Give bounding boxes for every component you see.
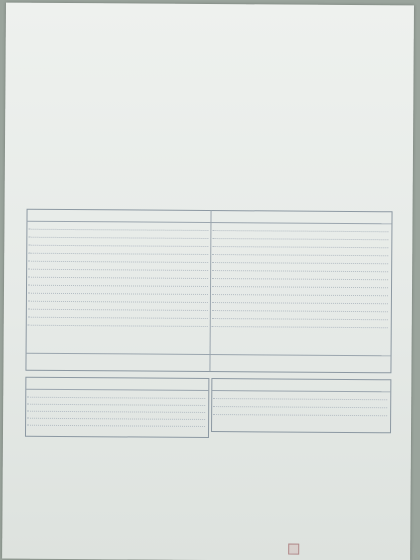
issue-date bbox=[182, 526, 272, 527]
sec1-value bbox=[125, 83, 375, 85]
sec2-value bbox=[125, 123, 375, 125]
sec2-value bbox=[125, 107, 375, 109]
footer-note bbox=[36, 511, 356, 513]
sec1-label bbox=[38, 74, 118, 75]
sec5-value bbox=[103, 490, 223, 491]
sec5-title bbox=[29, 449, 149, 450]
sec2-value bbox=[125, 131, 375, 133]
sec2-label bbox=[37, 99, 117, 100]
sec2-label bbox=[37, 107, 117, 108]
sec2-label bbox=[37, 123, 117, 124]
sec5-value bbox=[103, 482, 223, 483]
sec2-value bbox=[125, 179, 375, 181]
document-subtitle bbox=[176, 43, 251, 44]
sec5-value bbox=[103, 474, 223, 475]
sec2-value bbox=[125, 163, 375, 165]
sec1-label bbox=[37, 83, 117, 84]
lower-left-table bbox=[25, 377, 209, 438]
seal-stamp bbox=[288, 544, 299, 555]
sec1-label bbox=[38, 58, 118, 59]
sec1-value bbox=[126, 74, 376, 76]
issuer-line bbox=[152, 544, 352, 545]
sec1-label bbox=[37, 90, 117, 91]
sec2-label bbox=[37, 131, 117, 132]
sec2-value bbox=[125, 115, 375, 117]
sec2-label bbox=[37, 115, 117, 116]
header-top-left bbox=[20, 7, 170, 8]
main-table-title bbox=[29, 201, 279, 203]
sec2-label bbox=[37, 179, 117, 180]
sec2-value bbox=[125, 153, 375, 155]
sec2-label bbox=[37, 163, 117, 164]
analysis-document bbox=[2, 3, 414, 560]
sec2-value bbox=[125, 99, 375, 101]
sec5-value bbox=[103, 458, 223, 459]
issuer-line bbox=[152, 536, 352, 537]
sec1-value bbox=[125, 90, 375, 92]
footer-note bbox=[29, 503, 359, 505]
sec2-label bbox=[37, 139, 117, 140]
document-title bbox=[171, 30, 256, 31]
sec5-value bbox=[103, 466, 223, 467]
issuer-line bbox=[152, 551, 352, 552]
sec1-value bbox=[126, 58, 376, 60]
sec2-label bbox=[37, 153, 117, 154]
sec2-value bbox=[125, 139, 375, 141]
